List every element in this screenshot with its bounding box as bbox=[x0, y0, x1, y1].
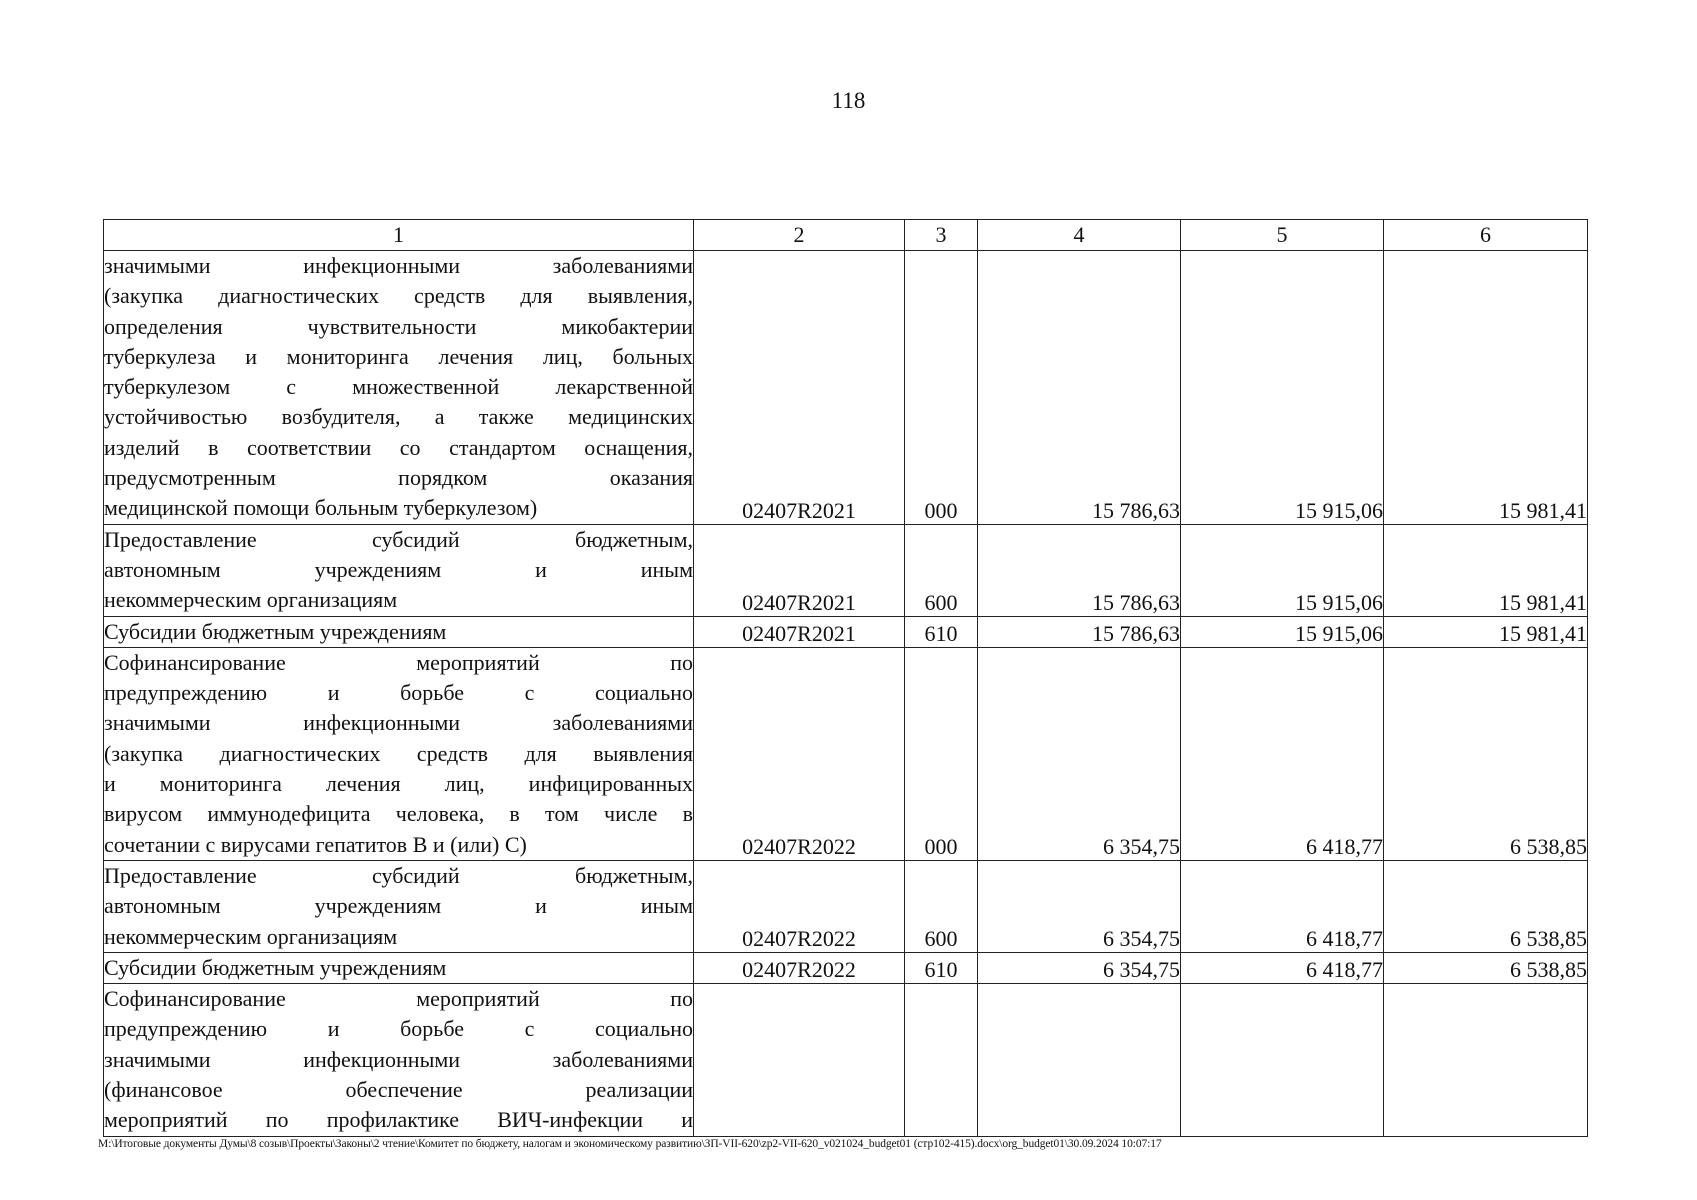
row-description bbox=[104, 647, 694, 860]
description-line: Предоставление субсидий бюджетным, bbox=[104, 862, 693, 888]
description-line: некоммерческим организациям bbox=[104, 923, 398, 949]
table-row bbox=[104, 860, 1588, 952]
description-line: автономным учреждениям и иным bbox=[104, 893, 693, 919]
amount-col-4: 15 786,63 bbox=[978, 616, 1181, 647]
description-line: предупреждению и борьбе с социально bbox=[104, 680, 693, 706]
target-article-code: 02407R2022 bbox=[694, 860, 905, 952]
amount-col-6: 15 981,41 bbox=[1384, 251, 1588, 525]
row-description bbox=[104, 952, 694, 983]
target-article-code: 02407R2021 bbox=[694, 251, 905, 525]
description-line: предупреждению и борьбе с социально bbox=[104, 1016, 693, 1042]
expense-type-code: 600 bbox=[905, 860, 978, 952]
budget-table bbox=[103, 219, 1588, 1137]
expense-type-code bbox=[905, 984, 978, 1136]
expense-type-code: 610 bbox=[905, 616, 978, 647]
description-line: сочетании с вирусами гепатитов B и (или) C) bbox=[104, 831, 527, 857]
table-body bbox=[104, 251, 1588, 1137]
description-line: вирусом иммунодефицита человека, в том числе в bbox=[104, 801, 693, 827]
amount-col-6 bbox=[1384, 984, 1588, 1136]
description-line: предусмотренным порядком оказания bbox=[104, 465, 693, 491]
description-line: мероприятий по профилактике ВИЧ-инфекции и bbox=[104, 1107, 693, 1133]
description-line: Субсидии бюджетным учреждениям bbox=[104, 954, 447, 980]
table-row bbox=[104, 647, 1588, 860]
amount-col-5: 6 418,77 bbox=[1181, 952, 1384, 983]
expense-type-code: 000 bbox=[905, 647, 978, 860]
description-line: некоммерческим организациям bbox=[104, 587, 398, 613]
description-line: Субсидии бюджетным учреждениям bbox=[104, 618, 447, 644]
target-article-code bbox=[694, 984, 905, 1136]
amount-col-4: 6 354,75 bbox=[978, 952, 1181, 983]
description-line: (закупка диагностических средств для выявления bbox=[104, 740, 693, 766]
description-line: туберкулеза и мониторинга лечения лиц, больных bbox=[104, 343, 693, 369]
row-description bbox=[104, 251, 694, 525]
amount-col-4 bbox=[978, 984, 1181, 1136]
amount-col-6: 15 981,41 bbox=[1384, 524, 1588, 616]
expense-type-code: 000 bbox=[905, 251, 978, 525]
amount-col-6: 15 981,41 bbox=[1384, 616, 1588, 647]
description-line: определения чувствительности микобактерии bbox=[104, 313, 693, 339]
description-line: Предоставление субсидий бюджетным, bbox=[104, 526, 693, 552]
description-line: туберкулезом с множественной лекарственной bbox=[104, 374, 693, 400]
expense-type-code: 610 bbox=[905, 952, 978, 983]
description-line: медицинской помощи больным туберкулезом) bbox=[104, 495, 538, 521]
description-line: (финансовое обеспечение реализации bbox=[104, 1077, 693, 1103]
description-line: устойчивостью возбудителя, а также медицинских bbox=[104, 404, 693, 430]
description-line: изделий в соответствии со стандартом оснащения, bbox=[104, 434, 693, 460]
amount-col-6: 6 538,85 bbox=[1384, 860, 1588, 952]
amount-col-5: 15 915,06 bbox=[1181, 524, 1384, 616]
description-line: (закупка диагностических средств для выявления, bbox=[104, 283, 693, 309]
column-header-6: 6 bbox=[1384, 220, 1588, 251]
amount-col-5: 6 418,77 bbox=[1181, 647, 1384, 860]
description-line: значимыми инфекционными заболеваниями bbox=[104, 253, 693, 278]
expense-type-code: 600 bbox=[905, 524, 978, 616]
row-description bbox=[104, 860, 694, 952]
table-row bbox=[104, 616, 1588, 647]
column-header-5: 5 bbox=[1181, 220, 1384, 251]
table-header-row bbox=[104, 220, 1588, 251]
amount-col-4: 15 786,63 bbox=[978, 524, 1181, 616]
description-line: значимыми инфекционными заболеваниями bbox=[104, 710, 693, 736]
target-article-code: 02407R2021 bbox=[694, 616, 905, 647]
page-number: 118 bbox=[831, 88, 866, 113]
row-description bbox=[104, 524, 694, 616]
table-row bbox=[104, 984, 1588, 1136]
table-row bbox=[104, 251, 1588, 525]
description-line: Софинансирование мероприятий по bbox=[104, 986, 693, 1012]
description-line: Софинансирование мероприятий по bbox=[104, 649, 693, 675]
column-header-1: 1 bbox=[104, 220, 694, 251]
row-description bbox=[104, 984, 694, 1136]
amount-col-5 bbox=[1181, 984, 1384, 1136]
amount-col-5: 6 418,77 bbox=[1181, 860, 1384, 952]
amount-col-4: 15 786,63 bbox=[978, 251, 1181, 525]
target-article-code: 02407R2022 bbox=[694, 647, 905, 860]
column-header-2: 2 bbox=[694, 220, 905, 251]
table-row bbox=[104, 524, 1588, 616]
footer-file-path: M:\Итоговые документы Думы\8 созыв\Проекты\Законы\2 чтение\Комитет по бюджету, налогам и экономическому развитию\ЗП-VII-620\zp2-VII-620_v021024_budget01 (стр102-415).docx\org_budget01\30.09.2024 10:07:17 bbox=[98, 1138, 1162, 1150]
amount-col-5: 15 915,06 bbox=[1181, 616, 1384, 647]
row-description bbox=[104, 616, 694, 647]
amount-col-5: 15 915,06 bbox=[1181, 251, 1384, 525]
description-line: значимыми инфекционными заболеваниями bbox=[104, 1046, 693, 1072]
amount-col-4: 6 354,75 bbox=[978, 647, 1181, 860]
amount-col-6: 6 538,85 bbox=[1384, 952, 1588, 983]
description-line: автономным учреждениям и иным bbox=[104, 556, 693, 582]
target-article-code: 02407R2021 bbox=[694, 524, 905, 616]
description-line: и мониторинга лечения лиц, инфицированных bbox=[104, 771, 693, 797]
table-row bbox=[104, 952, 1588, 983]
column-header-3: 3 bbox=[905, 220, 978, 251]
amount-col-6: 6 538,85 bbox=[1384, 647, 1588, 860]
target-article-code: 02407R2022 bbox=[694, 952, 905, 983]
amount-col-4: 6 354,75 bbox=[978, 860, 1181, 952]
column-header-4: 4 bbox=[978, 220, 1181, 251]
